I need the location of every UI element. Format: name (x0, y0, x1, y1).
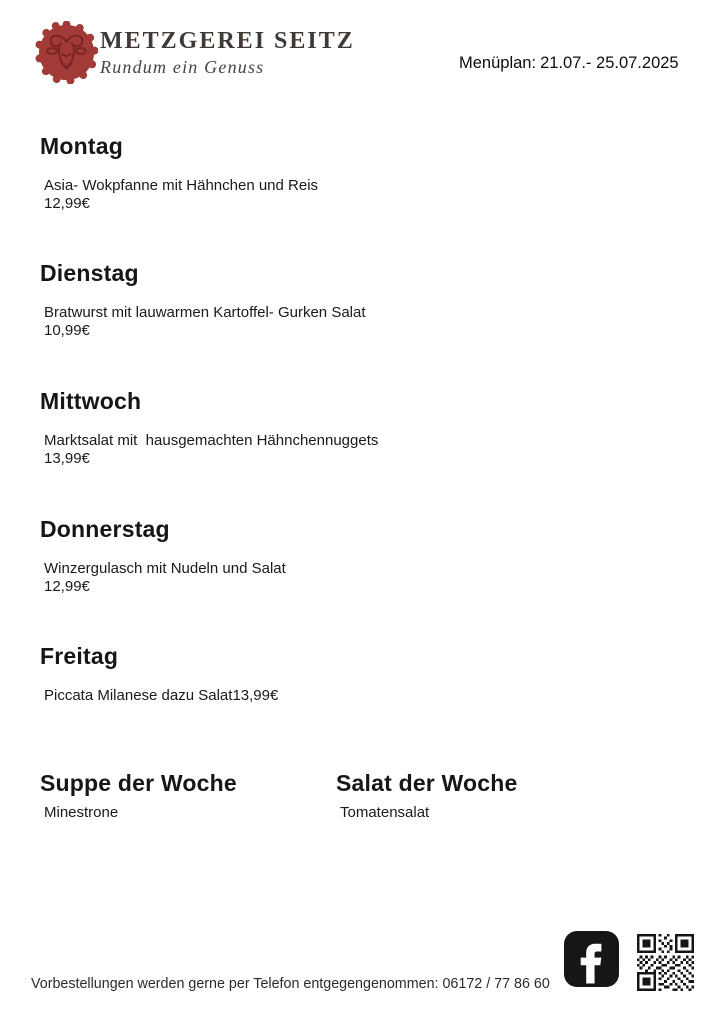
salad-of-week-section (336, 770, 518, 822)
menu-plan-dates: 21.07.- 25.07.2025 (540, 54, 679, 72)
menu-plan-label: Menüplan: (459, 54, 537, 72)
soup-of-week-section (40, 770, 237, 822)
dish-line: Marktsalat mit hausgemachten Hähnchennuggets (44, 432, 379, 449)
salad-of-week-item: Tomatensalat (340, 804, 430, 821)
day-section-freitag (40, 643, 684, 705)
salad-of-week-heading: Salat der Woche (336, 770, 518, 796)
day-heading: Montag (40, 133, 123, 159)
price-line: 13,99€ (44, 449, 90, 467)
qr-code (637, 934, 694, 991)
dish-line: Asia- Wokpfanne mit Hähnchen und Reis (44, 177, 319, 194)
dish-line: Bratwurst mit lauwarmen Kartoffel- Gurken Salat (44, 304, 366, 321)
day-section-donnerstag (40, 516, 684, 595)
day-heading: Dienstag (40, 260, 139, 286)
dish-line: Piccata Milanese dazu Salat13,99€ (44, 687, 279, 704)
facebook-icon (564, 931, 619, 987)
day-heading: Donnerstag (40, 516, 170, 542)
brand-tagline: Rundum ein Genuss (100, 57, 265, 77)
preorder-phone-note: Vorbestellungen werden gerne per Telefon entgegengenommen: 06172 / 77 86 60 (31, 976, 550, 992)
day-section-dienstag (40, 260, 684, 339)
butcher-seal-bull-icon (35, 21, 98, 84)
menu-plan-header (459, 54, 679, 73)
brand-name: METZGEREI SEITZ (100, 28, 355, 54)
day-heading: Freitag (40, 643, 119, 669)
price-line: 12,99€ (44, 577, 90, 595)
soup-of-week-heading: Suppe der Woche (40, 770, 237, 796)
soup-of-week-item: Minestrone (44, 804, 119, 821)
day-section-mittwoch (40, 388, 684, 467)
day-heading: Mittwoch (40, 388, 142, 414)
price-line: 12,99€ (44, 194, 90, 212)
price-line: 10,99€ (44, 321, 90, 339)
brand-block (100, 28, 355, 78)
day-section-montag (40, 133, 684, 212)
dish-line: Winzergulasch mit Nudeln und Salat (44, 560, 286, 577)
